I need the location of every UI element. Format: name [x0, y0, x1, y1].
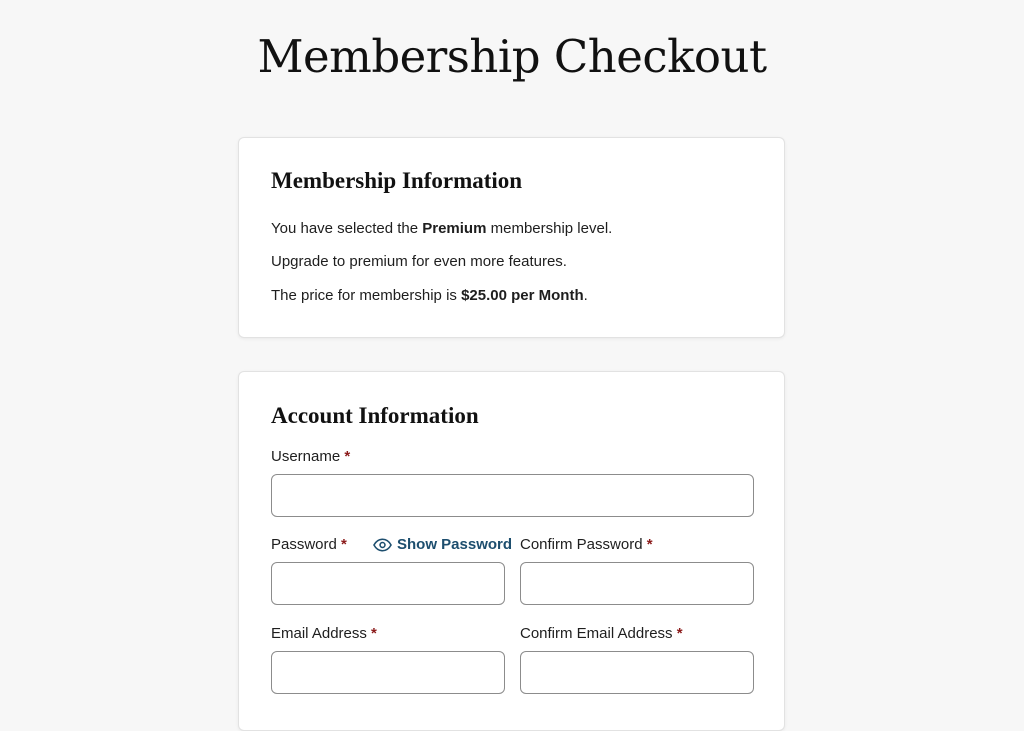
membership-level-text: You have selected the Premium membership level.: [271, 220, 613, 237]
email-label: Email Address *: [271, 625, 377, 642]
username-input[interactable]: [271, 474, 754, 517]
password-label: Password *: [271, 536, 347, 553]
membership-heading: Membership Information: [271, 168, 523, 193]
confirm-email-label: Confirm Email Address *: [520, 625, 683, 642]
membership-price-text: The price for membership is $25.00 per Month.: [271, 287, 588, 304]
membership-description: Upgrade to premium for even more features.: [271, 253, 567, 270]
page-title: Membership Checkout: [257, 30, 767, 83]
show-password-toggle[interactable]: Show Password: [373, 536, 512, 553]
confirm-email-input[interactable]: [520, 651, 754, 694]
account-heading: Account Information: [271, 403, 479, 428]
username-label: Username *: [271, 448, 351, 465]
membership-information-card: [238, 137, 785, 338]
eye-icon: [373, 538, 392, 552]
account-information-card: [238, 371, 785, 731]
email-input[interactable]: [271, 651, 505, 694]
confirm-password-input[interactable]: [520, 562, 754, 605]
confirm-password-label: Confirm Password *: [520, 536, 653, 553]
password-input[interactable]: [271, 562, 505, 605]
